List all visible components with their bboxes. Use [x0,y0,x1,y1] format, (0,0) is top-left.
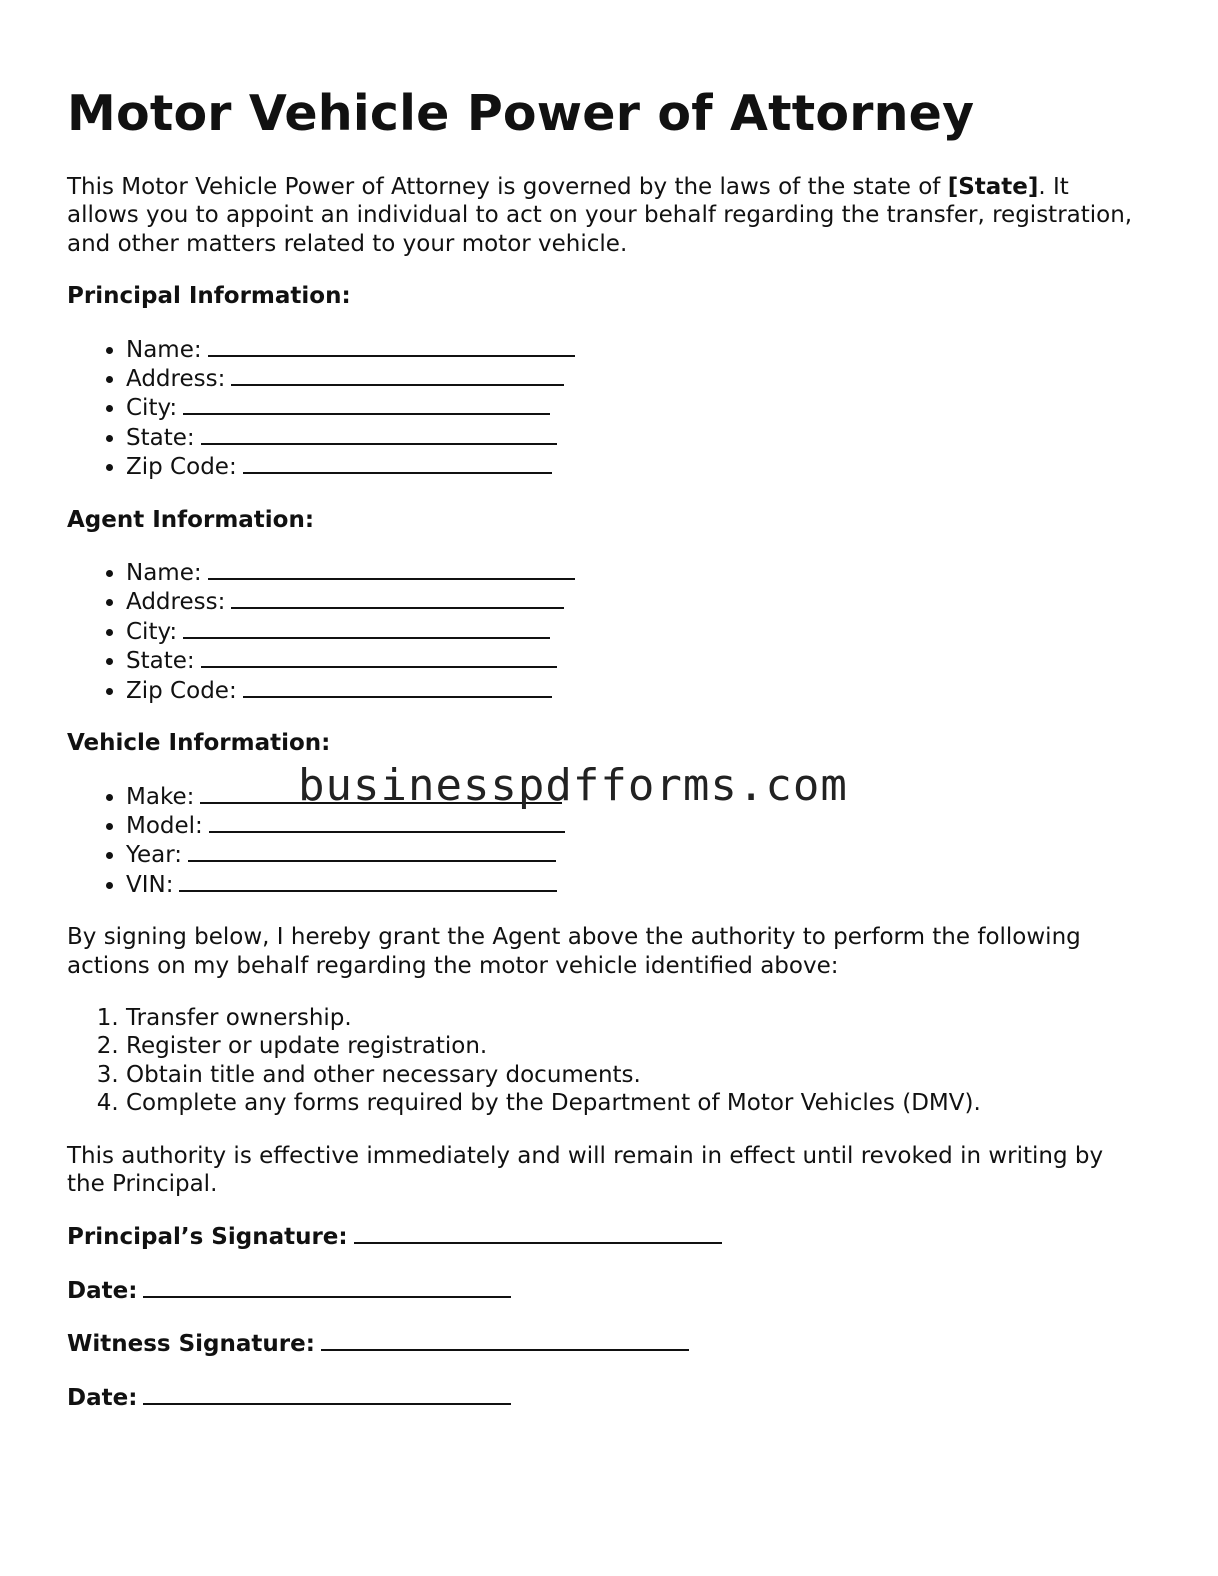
vehicle-year-field [126,840,1147,869]
principal-address-blank[interactable] [231,364,564,386]
field-label: Name: [126,336,202,363]
field-label: Address: [126,366,226,393]
field-label: Zip Code: [126,454,237,481]
page-title: Motor Vehicle Power of Attorney [67,85,975,142]
action-item: 4. Complete any forms required by the Department of Motor Vehicles (DMV). [126,1089,1147,1117]
principal-state-field [126,423,1147,452]
field-label: State: [126,424,195,451]
field-label: Name: [126,560,202,587]
effect-paragraph: This authority is effective immediately and will remain in effect until revoked in writing by the Principal. [67,1142,1104,1197]
action-item: 3. Obtain title and other necessary documents. [126,1061,1147,1089]
agent-name-field [126,558,1147,587]
agent-heading: Agent Information: [67,506,315,533]
field-label: Model: [126,812,203,839]
vehicle-year-blank[interactable] [188,840,556,862]
principal-zip-field [126,452,1147,481]
action-item: 1. Transfer ownership. [126,1004,1147,1032]
principal-city-blank[interactable] [183,393,550,415]
intro-paragraph [67,173,1147,258]
intro-text-start: This Motor Vehicle Power of Attorney is governed by the laws of the state of [67,174,948,200]
field-label: State: [126,648,195,675]
principal-name-field [126,335,1147,364]
field-label: Zip Code: [126,677,237,704]
agent-address-field [126,587,1147,616]
principal-date-blank[interactable] [143,1276,511,1298]
agent-fields [67,558,1147,705]
agent-state-field [126,646,1147,675]
principal-fields [67,335,1147,482]
principal-signature-blank[interactable] [354,1222,722,1244]
principal-date-line [67,1276,1147,1305]
principal-zip-blank[interactable] [243,452,552,474]
grant-paragraph: By signing below, I hereby grant the Agent above the authority to perform the following actions on my behalf regarding the motor vehicle identified above: [67,924,1081,979]
agent-city-blank[interactable] [183,617,550,639]
vehicle-heading: Vehicle Information: [67,730,331,757]
witness-date-blank[interactable] [143,1383,511,1405]
agent-name-blank[interactable] [208,558,575,580]
signature-label: Date: [67,1277,138,1304]
field-label: City: [126,395,178,422]
agent-zip-blank[interactable] [243,676,552,698]
agent-state-blank[interactable] [201,646,557,668]
witness-signature-line [67,1329,1147,1358]
actions-list [67,1004,1147,1118]
vehicle-model-field [126,811,1147,840]
vehicle-vin-field [126,870,1147,899]
agent-city-field [126,617,1147,646]
vehicle-model-blank[interactable] [209,811,565,833]
principal-name-blank[interactable] [208,335,575,357]
field-label: Address: [126,589,226,616]
agent-zip-field [126,676,1147,705]
agent-address-blank[interactable] [231,587,564,609]
signature-label: Witness Signature: [67,1331,315,1358]
intro-state-placeholder: [State] [947,174,1039,200]
watermark: businesspdfforms.com [298,760,848,811]
field-label: City: [126,618,178,645]
witness-signature-blank[interactable] [321,1329,689,1351]
document [67,82,1147,1436]
vehicle-vin-blank[interactable] [179,870,557,892]
action-item: 2. Register or update registration. [126,1032,1147,1060]
principal-address-field [126,364,1147,393]
field-label: VIN: [126,871,174,898]
field-label: Year: [126,842,183,869]
intro-text-end: . It allows you to appoint an individual to act on your behalf regarding the transfer, registration, and other matters related to your motor vehicle. [67,174,1133,257]
witness-date-line [67,1383,1147,1412]
principal-city-field [126,393,1147,422]
signature-label: Date: [67,1384,138,1411]
principal-heading: Principal Information: [67,283,351,310]
signature-label: Principal’s Signature: [67,1224,348,1251]
principal-state-blank[interactable] [201,423,557,445]
principal-signature-line [67,1222,1147,1251]
field-label: Make: [126,783,195,810]
